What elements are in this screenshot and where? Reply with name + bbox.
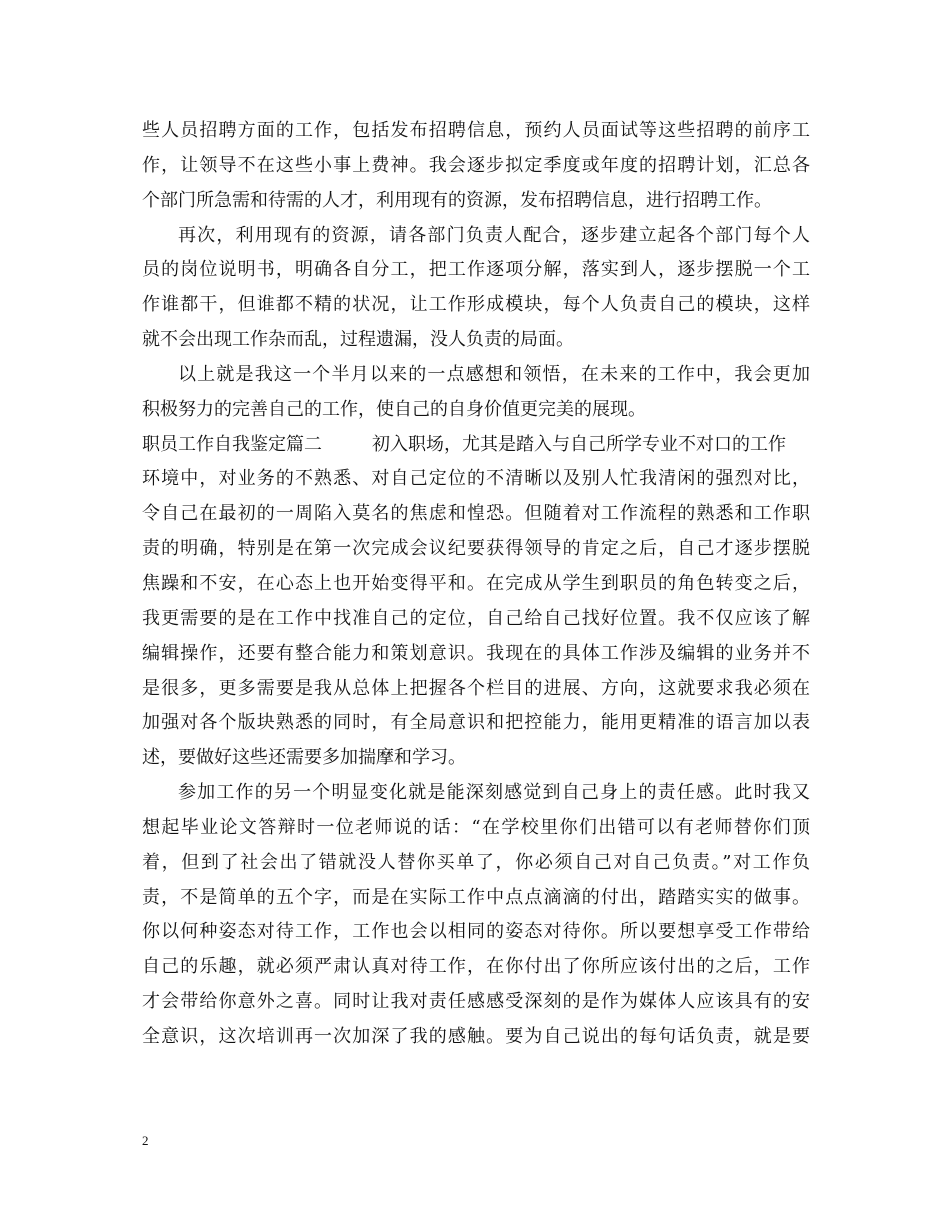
text-line: 环境中，对业务的不熟悉、对自己定位的不清晰以及别人忙我清闲的强烈对比， bbox=[142, 468, 810, 490]
text-line: 令自己在最初的一周陷入莫名的焦虑和惶恐。但随着对工作流程的熟悉和工作职 bbox=[142, 503, 810, 525]
text-line: 责的明确，特别是在第一次完成会议纪要获得领导的肯定之后，自己才逐步摆脱 bbox=[142, 538, 810, 560]
section-opening: 初入职场，尤其是踏入与自己所学专业不对口的工作 bbox=[372, 433, 786, 455]
section-heading-line bbox=[142, 428, 810, 463]
text-line: 作谁都干，但谁都不精的状况，让工作形成模块，每个人负责自己的模块，这样 bbox=[142, 294, 810, 316]
text-line: 是很多，更多需要是我从总体上把握各个栏目的进展、方向，这就要求我必须在 bbox=[142, 677, 810, 699]
text-line: 我更需要的是在工作中找准自己的定位，自己给自己找好位置。我不仅应该了解 bbox=[142, 607, 810, 629]
page-number: 2 bbox=[142, 1133, 149, 1148]
section-heading: 职员工作自我鉴定篇二 bbox=[142, 433, 322, 455]
text-line: 责，不是简单的五个字，而是在实际工作中点点滴滴的付出，踏踏实实的做事。 bbox=[142, 886, 810, 908]
document-body bbox=[142, 114, 810, 1055]
text-line: 作，让领导不在这些小事上费神。我会逐步拟定季度或年度的招聘计划，汇总各 bbox=[142, 154, 810, 176]
text-line: 焦躁和不安，在心态上也开始变得平和。在完成从学生到职员的角色转变之后， bbox=[142, 572, 810, 594]
text-line: 你以何种姿态对待工作，工作也会以相同的姿态对待你。所以要想享受工作带给 bbox=[142, 921, 810, 943]
text-line: 着，但到了社会出了错就没人替你买单了，你必须自己对自己负责。”对工作负 bbox=[142, 851, 810, 873]
paragraph-first-line: 再次，利用现有的资源，请各部门负责人配合，逐步建立起各个部门每个人 bbox=[178, 224, 810, 246]
text-line: 想起毕业论文答辩时一位老师说的话：“在学校里你们出错可以有老师替你们顶 bbox=[142, 816, 810, 838]
text-line: 述，要做好这些还需要多加揣摩和学习。 bbox=[142, 747, 466, 769]
paragraph-first-line: 参加工作的另一个明显变化就是能深刻感觉到自己身上的责任感。此时我又 bbox=[178, 782, 810, 804]
text-line: 自己的乐趣，就必须严肃认真对待工作，在你付出了你所应该付出的之后，工作 bbox=[142, 956, 810, 978]
text-line: 就不会出现工作杂而乱，过程遗漏，没人负责的局面。 bbox=[142, 329, 574, 351]
text-line: 积极努力的完善自己的工作，使自己的自身价值更完美的展现。 bbox=[142, 398, 646, 420]
text-line: 全意识，这次培训再一次加深了我的感触。要为自己说出的每句话负责，就是要 bbox=[142, 1025, 810, 1047]
text-line: 些人员招聘方面的工作，包括发布招聘信息，预约人员面试等这些招聘的前序工 bbox=[142, 120, 810, 141]
text-line: 加强对各个版块熟悉的同时，有全局意识和把控能力，能用更精准的语言加以表 bbox=[142, 712, 810, 734]
text-line: 个部门所急需和待需的人才，利用现有的资源，发布招聘信息，进行招聘工作。 bbox=[142, 189, 772, 211]
text-line: 员的岗位说明书，明确各自分工，把工作逐项分解，落实到人，逐步摆脱一个工 bbox=[142, 259, 810, 281]
text-line: 才会带给你意外之喜。同时让我对责任感感受深刻的是作为媒体人应该具有的安 bbox=[142, 991, 810, 1013]
text-line: 编辑操作，还要有整合能力和策划意识。我现在的具体工作涉及编辑的业务并不 bbox=[142, 642, 810, 664]
paragraph-first-line: 以上就是我这一个半月以来的一点感想和领悟，在未来的工作中，我会更加 bbox=[178, 363, 810, 385]
